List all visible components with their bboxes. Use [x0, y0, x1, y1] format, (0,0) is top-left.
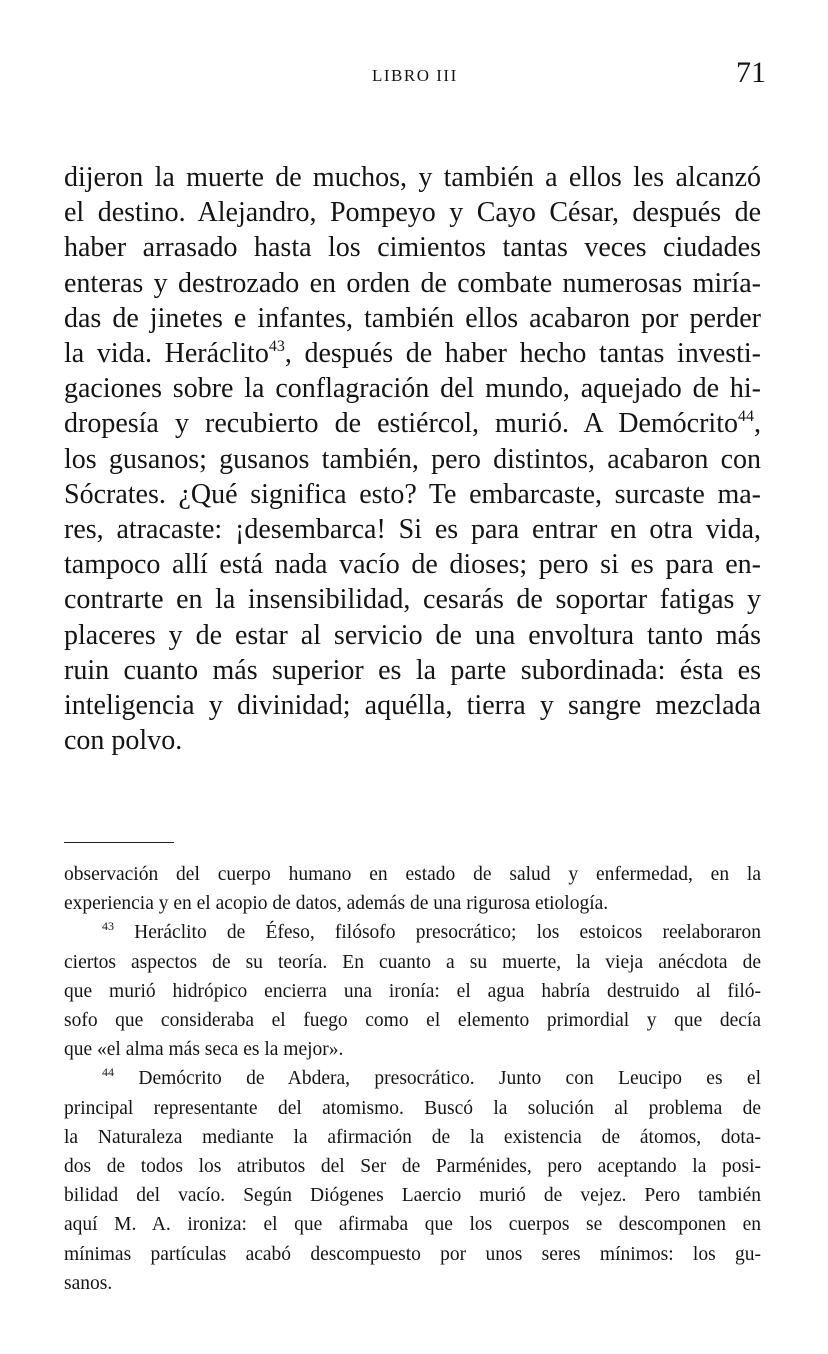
body-line: los gusanos; gusanos también, pero distintos, acabaron con	[64, 443, 761, 475]
footnote-line: bilidad del vacío. Según Diógenes Laercio murió de vejez. Pero también	[64, 1185, 761, 1207]
running-head: LIBRO III	[372, 66, 458, 85]
body-text	[64, 160, 761, 758]
footnote-line: dos de todos los atributos del Ser de Parménides, pero aceptando la posi-	[64, 1156, 761, 1178]
body-line: inteligencia y divinidad; aquélla, tierra y sangre mezclada	[64, 690, 761, 722]
body-line: tampoco allí está nada vacío de dioses; pero si es para en-	[64, 549, 761, 581]
body-line	[64, 336, 761, 371]
footnote-line: que «el alma más seca es la mejor».	[64, 1039, 344, 1061]
footnote-43	[64, 918, 761, 947]
footnote-number: 44	[102, 1065, 114, 1080]
body-line: con polvo.	[64, 725, 183, 757]
body-line	[64, 406, 761, 441]
body-line-segment: ,	[754, 408, 761, 440]
footnote-line: ciertos aspectos de su teoría. En cuanto a su muerte, la vieja anécdota de	[64, 951, 761, 973]
body-line-segment: la vida. Heráclito	[64, 338, 269, 370]
footnote-44	[64, 1064, 761, 1093]
body-line-segment: dropesía y recubierto de estiércol, murió. A Demócrito	[64, 408, 738, 440]
body-line: gaciones sobre la conflagración del mundo, aquejado de hi-	[64, 373, 761, 405]
footnote-line: Demócrito de Abdera, presocrático. Junto con Leucipo es el	[114, 1068, 761, 1090]
footnote-rule	[64, 842, 174, 843]
note-ref-43: 43	[268, 338, 285, 356]
footnote-line: principal representante del atomismo. Buscó la solución al problema de	[64, 1097, 761, 1119]
footnote-line: sanos.	[64, 1272, 113, 1294]
footnote-line: la Naturaleza mediante la afirmación de la existencia de átomos, dota-	[64, 1126, 761, 1148]
body-line: Sócrates. ¿Qué significa esto? Te embarcaste, surcaste ma-	[64, 478, 761, 510]
footnote-number: 43	[102, 919, 114, 934]
body-line: placeres y de estar al servicio de una envoltura tanto más	[64, 619, 761, 651]
body-line: el destino. Alejandro, Pompeyo y Cayo César, después de	[64, 197, 761, 229]
body-line: dijeron la muerte de muchos, y también a ellos les alcanzó	[64, 162, 761, 193]
page-number: 71	[736, 56, 766, 89]
footnote-continuation-line: experiencia y en el acopio de datos, además de una rigurosa etiología.	[64, 893, 609, 915]
footnote-line: mínimas partículas acabó descompuesto por unos seres mínimos: los gu-	[64, 1243, 761, 1265]
footnote-line: sofo que consideraba el fuego como el elemento primordial y que decía	[64, 1010, 761, 1032]
footnotes	[64, 860, 761, 1298]
footnote-line: aquí M. A. ironiza: el que afirmaba que los cuerpos se descomponen en	[64, 1214, 761, 1236]
body-line: ruin cuanto más superior es la parte subordinada: ésta es	[64, 654, 761, 686]
body-line: res, atracaste: ¡desembarca! Si es para entrar en otra vida,	[64, 514, 761, 546]
body-line: enteras y destrozado en orden de combate numerosas miría-	[64, 267, 761, 299]
footnote-line: Heráclito de Éfeso, filósofo presocrático; los estoicos reelaboraron	[114, 922, 761, 944]
footnote-line: que murió hidrópico encierra una ironía: el agua habría destruido al filó-	[64, 980, 761, 1002]
body-line: haber arrasado hasta los cimientos tantas veces ciudades	[64, 232, 761, 264]
body-line-segment: , después de haber hecho tantas investi-	[284, 338, 761, 370]
body-line: das de jinetes e infantes, también ellos acabaron por perder	[64, 302, 761, 334]
body-line: contrarte en la insensibilidad, cesarás de soportar fatigas y	[64, 584, 761, 616]
note-ref-44: 44	[738, 408, 754, 426]
footnote-continuation-line: observación del cuerpo humano en estado de salud y enfermedad, en la	[64, 864, 761, 885]
